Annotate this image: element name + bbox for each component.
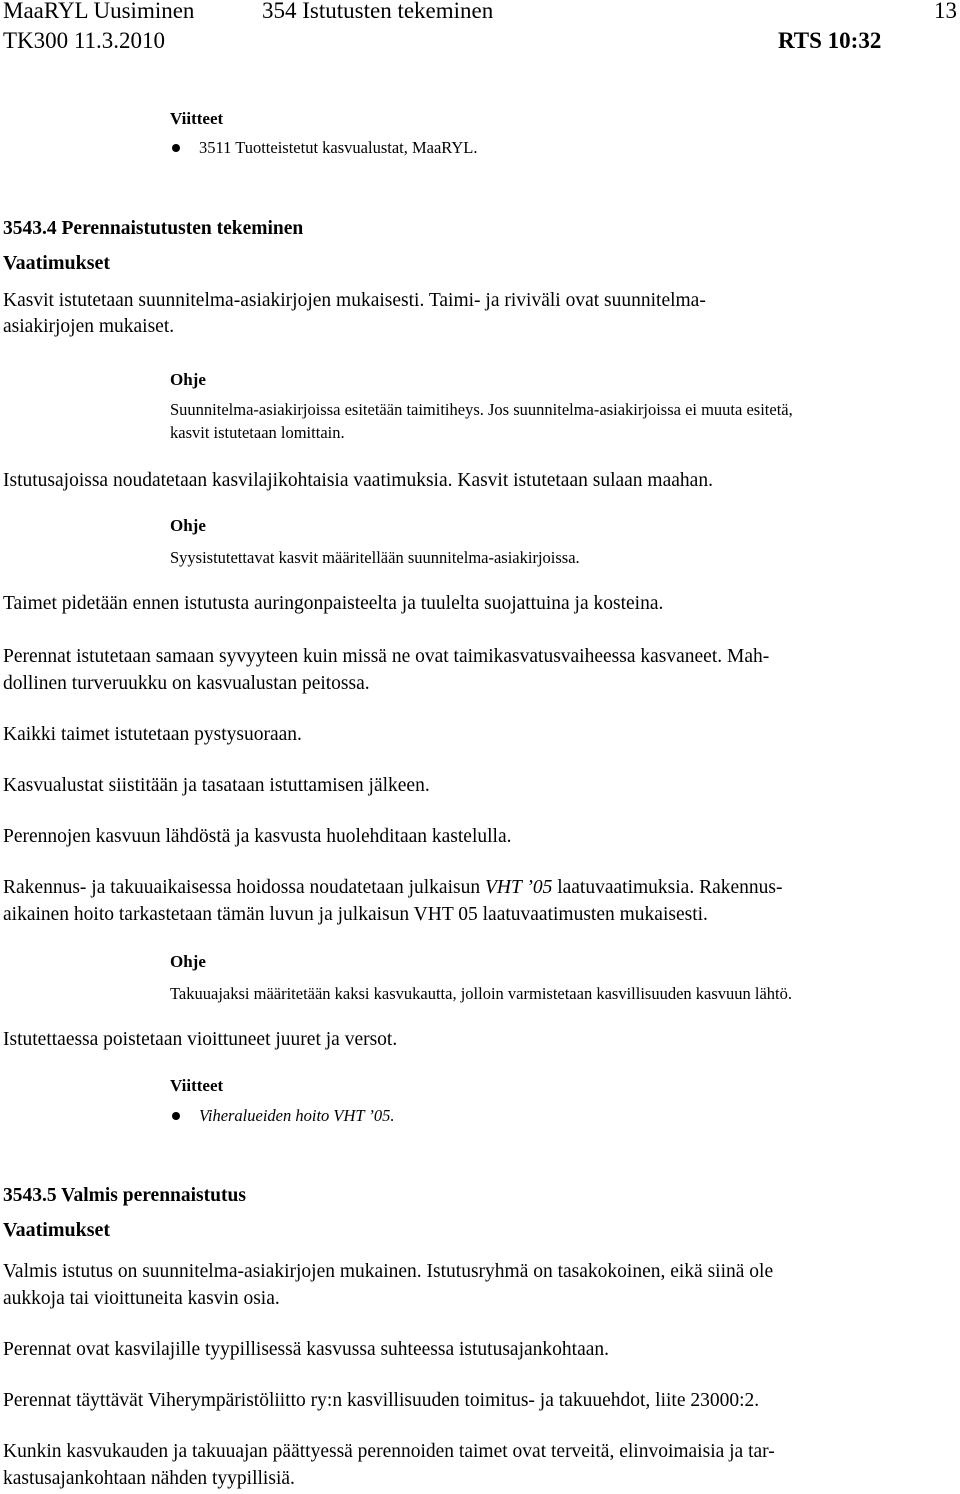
paragraph: Kasvualustat siistitään ja tasataan istuttamisen jälkeen. [3, 775, 430, 796]
paragraph: kastusajankohtaan nähden tyypillisiä. [3, 1468, 295, 1489]
paragraph: Taimet pidetään ennen istutusta auringonpaisteelta ja tuulelta suojattuina ja kosteina. [3, 593, 664, 614]
header-page-number: 13 [934, 0, 957, 23]
reference-item: 3511 Tuotteistetut kasvualustat, MaaRYL. [199, 138, 478, 157]
publication-reference: VHT ’05 [484, 877, 553, 898]
paragraph: Valmis istutus on suunnitelma-asiakirjojen mukainen. Istutusryhmä on tasakokoinen, eikä siinä ole [3, 1261, 774, 1282]
header-doc-date: TK300 11.3.2010 [3, 28, 166, 53]
header-rts-label: RTS 10:32 [778, 28, 882, 53]
paragraph: aukkoja tai vioittuneita kasvin osia. [3, 1288, 280, 1309]
references-label: Viitteet [170, 109, 224, 128]
paragraph: Kunkin kasvukauden ja takuuajan päättyessä perennoiden taimet ovat terveitä, elinvoimaisia ja tar- [3, 1441, 775, 1462]
paragraph: Perennat ovat kasvilajille tyypillisessä kasvussa suhteessa istutusajankohtaan. [3, 1339, 610, 1360]
references-label: Viitteet [170, 1076, 224, 1095]
bullet-icon [172, 1112, 180, 1120]
paragraph: Istutusajoissa noudatetaan kasvilajikohtaisia vaatimuksia. Kasvit istutetaan sulaan maahan. [3, 470, 713, 491]
guidance-text: Takuuajaksi määritetään kaksi kasvukautta, jolloin varmistetaan kasvillisuuden kasvuun lähtö. [170, 984, 793, 1003]
paragraph: aikainen hoito tarkastetaan tämän luvun ja julkaisun VHT 05 laatuvaatimusten mukaisesti. [3, 904, 708, 925]
paragraph: Perennojen kasvuun lähdöstä ja kasvusta huolehditaan kastelulla. [3, 826, 512, 847]
paragraph [3, 873, 782, 903]
bullet-icon [172, 144, 180, 152]
section-heading: 3543.5 Valmis perennaistutus [3, 1185, 246, 1206]
reference-item: Viheralueiden hoito VHT ’05. [199, 1106, 395, 1125]
paragraph: asiakirjojen mukaiset. [3, 316, 175, 337]
paragraph-text: Rakennus- ja takuuaikaisessa hoidossa noudatetaan julkaisun [3, 877, 485, 898]
section-subheading: Vaatimukset [3, 252, 111, 274]
section-heading: 3543.4 Perennaistutusten tekeminen [3, 218, 304, 239]
header-chapter-title: 354 Istutusten tekeminen [262, 0, 494, 23]
paragraph: Kasvit istutetaan suunnitelma-asiakirjojen mukaisesti. Taimi- ja riviväli ovat suunnitelma- [3, 290, 706, 311]
paragraph: dollinen turveruukku on kasvualustan peitossa. [3, 673, 370, 694]
paragraph: Perennat istutetaan samaan syvyyteen kuin missä ne ovat taimikasvatusvaiheessa kasvaneet. Mah- [3, 646, 770, 667]
guidance-label: Ohje [170, 516, 206, 535]
paragraph: Perennat täyttävät Viherympäristöliitto ry:n kasvillisuuden toimitus- ja takuuehdot, liite 23000:2. [3, 1390, 760, 1411]
guidance-label: Ohje [170, 370, 206, 389]
guidance-text: Suunnitelma-asiakirjoissa esitetään taimitiheys. Jos suunnitelma-asiakirjoissa ei muuta esitetä, [170, 400, 793, 419]
guidance-text: kasvit istutetaan lomittain. [170, 423, 345, 442]
paragraph-text: laatuvaatimuksia. Rakennus- [552, 877, 783, 898]
guidance-text: Syysistutettavat kasvit määritellään suunnitelma-asiakirjoissa. [170, 548, 580, 567]
section-subheading: Vaatimukset [3, 1219, 111, 1241]
paragraph: Kaikki taimet istutetaan pystysuoraan. [3, 724, 302, 745]
guidance-label: Ohje [170, 952, 206, 971]
header-doc-name: MaaRYL Uusiminen [3, 0, 195, 23]
paragraph: Istutettaessa poistetaan vioittuneet juuret ja versot. [3, 1029, 398, 1050]
